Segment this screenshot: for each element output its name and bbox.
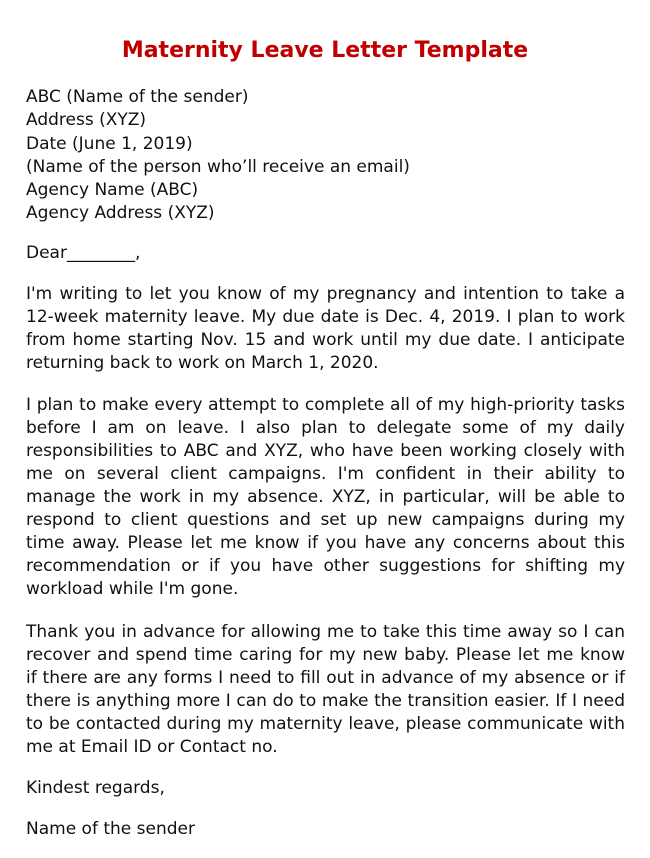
closing: Kindest regards, xyxy=(26,778,165,798)
sender-address-line: Address (XYZ) xyxy=(26,110,147,131)
letter-paragraph-1: I'm writing to let you know of my pregnancy and intention to take a 12-week maternity leave. My due date is Dec. 4, 2019. I plan to work from home starting Nov. 15 and work until my due date. I anticipate returning back to work on March 1, 2020. xyxy=(26,284,625,373)
agency-address-line: Agency Address (XYZ) xyxy=(26,203,215,224)
letter-paragraph-2: I plan to make every attempt to complete all of my high-priority tasks before I am on leave. I also plan to delegate some of my daily responsibilities to ABC and XYZ, who have been working closely with me on several client campaigns. I'm confident in their ability to manage the work in my absence. XYZ, in particular, will be able to respond to client questions and set up new campaigns during my time away. Please let me know if you have any concerns about this recommendation or if you have other suggestions for shifting my workload while I'm gone. xyxy=(26,395,625,599)
date-line: Date (June 1, 2019) xyxy=(26,133,193,154)
salutation: Dear________, xyxy=(26,243,141,263)
page-title: Maternity Leave Letter Template xyxy=(121,38,529,63)
recipient-name-line: (Name of the person who’ll receive an email) xyxy=(26,156,410,177)
sender-name-line: ABC (Name of the sender) xyxy=(26,87,249,107)
agency-name-line: Agency Name (ABC) xyxy=(26,180,199,201)
signature: Name of the sender xyxy=(26,819,195,839)
letter-header-block xyxy=(26,86,626,226)
letter-paragraph-3: Thank you in advance for allowing me to take this time away so I can recover and spend time caring for my new baby. Please let me know if there are any forms I need to fill out in advance of my absence or if there is anything more I can do to make the transition easier. If I need to be contacted during my maternity leave, please communicate with me at Email ID or Contact no. xyxy=(26,622,625,757)
